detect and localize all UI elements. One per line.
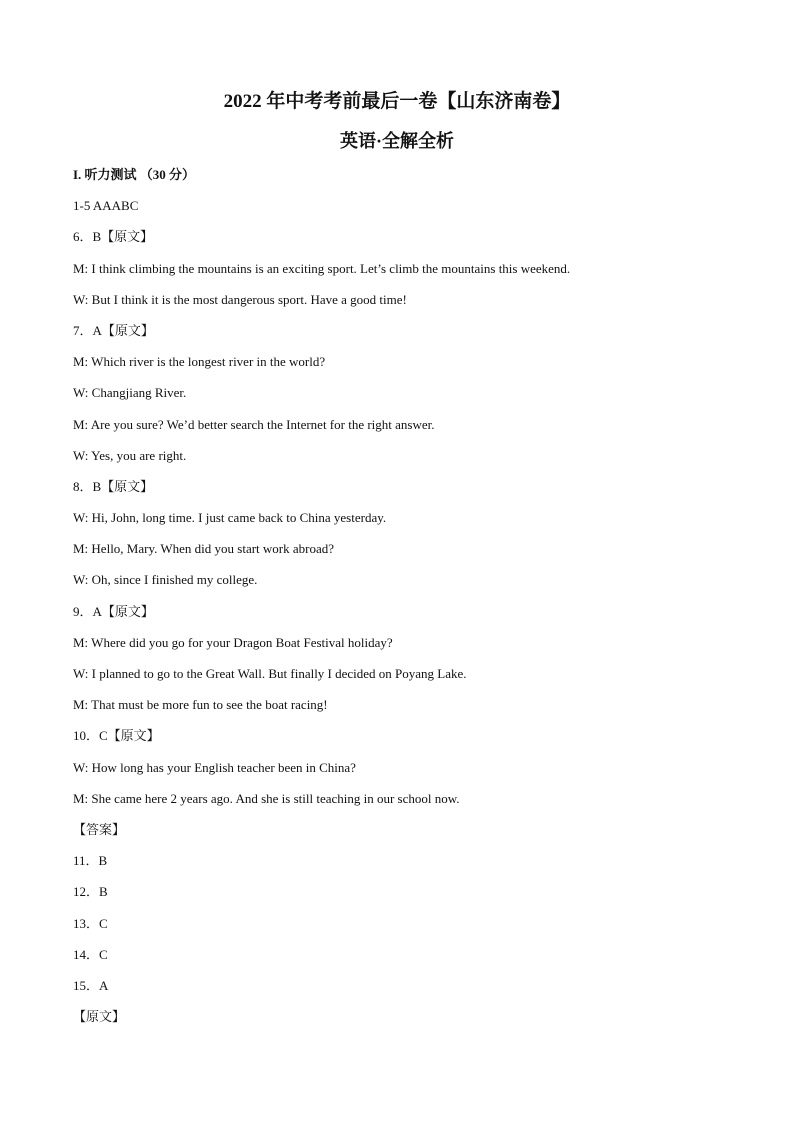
text-line: 12．B	[73, 884, 108, 900]
text-line: 7．A【原文】	[73, 322, 154, 338]
text-line: I. 听力测试 （30 分）	[73, 167, 196, 182]
text-line: 11．B	[73, 853, 108, 869]
text-line: 14．C	[73, 946, 108, 962]
text-line: 【答案】	[73, 821, 126, 837]
text-line: W: I planned to go to the Great Wall. But finally I decided on Poyang Lake.	[73, 666, 467, 681]
text-line: W: Hi, John, long time. I just came back to China yesterday.	[73, 510, 387, 526]
document-title: 2022 年中考考前最后一卷【山东济南卷】	[223, 91, 571, 112]
text-line: 6．B【原文】	[73, 229, 154, 245]
text-line: W: Oh, since I finished my college.	[73, 572, 258, 588]
text-line: W: Yes, you are right.	[73, 447, 187, 463]
text-line: 1-5 AAABC	[73, 198, 139, 214]
text-line: M: Which river is the longest river in the world?	[73, 354, 326, 370]
text-line: 【原文】	[73, 1009, 126, 1025]
text-line: 10．C【原文】	[73, 728, 160, 744]
text-line: 15．A	[73, 977, 109, 993]
text-line: M: Are you sure? We’d better search the Internet for the right answer.	[73, 416, 435, 432]
text-line: 13．C	[73, 915, 108, 931]
text-line: M: Where did you go for your Dragon Boat Festival holiday?	[73, 634, 393, 650]
text-line: 8．B【原文】	[73, 478, 154, 494]
text-line: 9．A【原文】	[73, 603, 154, 619]
text-line: W: But I think it is the most dangerous sport. Have a good time!	[73, 291, 407, 307]
text-line: M: I think climbing the mountains is an exciting sport. Let’s climb the mountains this weekend.	[73, 260, 571, 276]
text-line: M: Hello, Mary. When did you start work abroad?	[73, 541, 335, 557]
text-line: M: That must be more fun to see the boat racing!	[73, 697, 328, 713]
document-body	[73, 166, 753, 1039]
text-line: M: She came here 2 years ago. And she is still teaching in our school now.	[73, 790, 460, 806]
document-subtitle: 英语·全解全析	[339, 131, 454, 151]
text-line: W: Changjiang River.	[73, 385, 187, 401]
text-line: W: How long has your English teacher been in China?	[73, 759, 356, 775]
